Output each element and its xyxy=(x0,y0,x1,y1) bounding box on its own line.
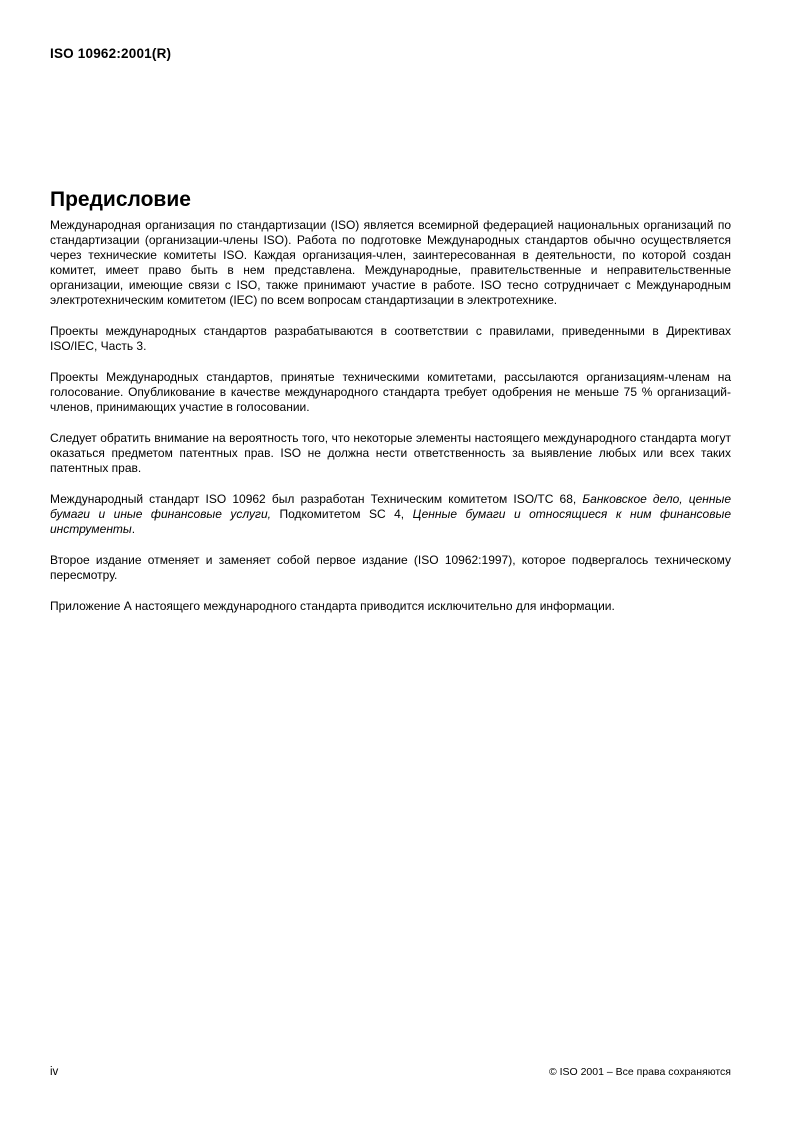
foreword-paragraph-5 xyxy=(50,492,731,537)
copyright-notice: © ISO 2001 – Все права сохраняются xyxy=(548,1066,731,1078)
foreword-title: Предисловие xyxy=(50,188,191,212)
page-footer xyxy=(50,1066,731,1078)
text-run-committee-name-italic: Банковское дело, ценные бумаги и иные финансовые услуги, xyxy=(50,492,731,521)
text-run: Проекты международных стандартов разрабатываются в соответствии с правилами, приведенными в Директивах ISO/IEC, Часть 3. xyxy=(50,324,731,353)
text-run: Подкомитетом SC 4, xyxy=(271,507,413,521)
text-run: Второе издание отменяет и заменяет собой первое издание (ISO 10962:1997), которое подвергалось техническому пересмотру. xyxy=(50,553,731,582)
text-run: Приложение А настоящего международного стандарта приводится исключительно для информации. xyxy=(50,599,615,613)
text-run: Проекты Международных стандартов, принятые техническими комитетами, рассылаются организациям-членам на голосование. Опубликование в качестве международного стандарта требует одобрения не меньше 75 % организаций-членов, принимающих участие в голосовании. xyxy=(50,370,731,414)
foreword-paragraph-2 xyxy=(50,324,731,354)
foreword-paragraph-7 xyxy=(50,599,731,614)
text-run: . xyxy=(131,522,136,536)
page-number: iv xyxy=(50,1066,59,1078)
text-run: Следует обратить внимание на вероятность того, что некоторые элементы настоящего международного стандарта могут оказаться предметом патентных прав. ISO не должна нести ответственность за выявление любых или всех таких патентных прав. xyxy=(50,431,731,475)
text-run: Международная организация по стандартизации (ISO) является всемирной федерацией национальных организаций по стандартизации (организации-члены ISO). Работа по подготовке Международных стандартов обычно осуществляется через технические комитеты ISO. Каждая организация-член, заинтересованная в деятельности, по которой создан комитет, имеет право быть в нем представлена. Международные, правительственные и неправительственные организации, имеющие связи с ISO, также принимают участие в работе. ISO тесно сотрудничает с Международным электротехническим комитетом (IEC) по всем вопросам стандартизации в электротехнике. xyxy=(50,218,731,307)
foreword-paragraph-6 xyxy=(50,553,731,583)
text-run: Международный стандарт ISO 10962 был разработан Техническим комитетом ISO/TC 68, xyxy=(50,492,583,506)
foreword-body xyxy=(50,218,731,630)
text-run-subcommittee-name-italic: Ценные бумаги и относящиеся к ним финансовые инструменты xyxy=(50,507,731,536)
foreword-paragraph-3 xyxy=(50,370,731,415)
foreword-paragraph-1 xyxy=(50,218,731,308)
foreword-paragraph-4 xyxy=(50,431,731,476)
document-header: ISO 10962:2001(R) xyxy=(50,46,172,61)
